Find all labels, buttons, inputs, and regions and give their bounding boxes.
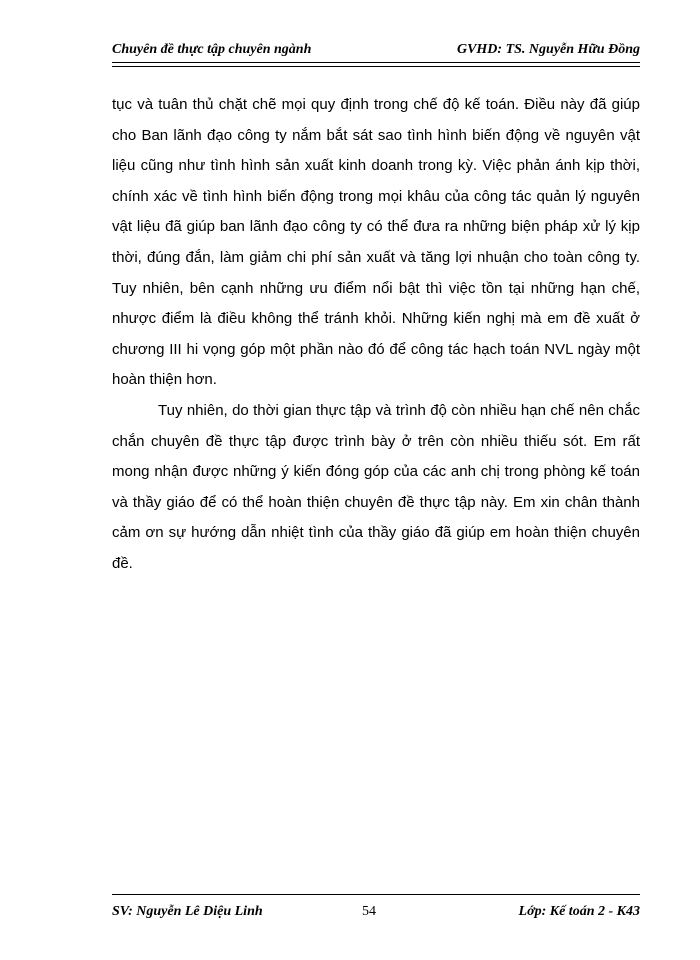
page-footer: [112, 904, 640, 924]
header-course-title: Chuyên đề thực tập chuyên ngành: [112, 42, 312, 57]
body-paragraph-1: tục và tuân thủ chặt chẽ mọi quy định trong chế độ kế toán. Điều này đã giúp cho Ban lãnh đạo công ty nắm bắt sát sao tình hình biến động về nguyên vật liệu cũng như tình hình sản xuất kinh doanh trong kỳ. Việc phản ánh kịp thời, chính xác về tình hình biến động trong mọi khâu của công tác quản lý nguyên vật liệu đã giúp ban lãnh đạo công ty có thể đưa ra những biện pháp xử lý kịp thời, đúng đắn, làm giảm chi phí sản xuất và tăng lợi nhuận cho toàn công ty. Tuy nhiên, bên cạnh những ưu điểm nổi bật thì việc tồn tại những hạn chế, nhược điểm là điều không thể tránh khỏi. Những kiến nghị mà em đề xuất ở chương III hi vọng góp một phần nào đó để công tác hạch toán NVL ngày một hoàn thiện hơn.: [112, 96, 640, 389]
footer-page-number: 54: [362, 904, 376, 919]
footer-student-name: SV: Nguyễn Lê Diệu Linh: [112, 904, 263, 919]
page-header: [112, 40, 640, 60]
header-supervisor: GVHD: TS. Nguyễn Hữu Đồng: [456, 42, 640, 57]
body-paragraph-2: Tuy nhiên, do thời gian thực tập và trình độ còn nhiều hạn chế nên chắc chắn chuyên đề thực tập được trình bày ở trên còn nhiều thiếu sót. Em rất mong nhận được những ý kiến đóng góp của các anh chị trong phòng kế toán và thầy giáo để có thể hoàn thiện chuyên đề thực tập này. Em xin chân thành cảm ơn sự hướng dẫn nhiệt tình của thầy giáo đã giúp em hoàn thiện chuyên đề.: [112, 401, 640, 572]
footer-divider: [112, 894, 640, 895]
header-divider: [112, 62, 640, 63]
header-divider-thin: [112, 66, 640, 67]
footer-class: Lớp: Kế toán 2 - K43: [518, 904, 640, 919]
page-body: [112, 90, 640, 580]
